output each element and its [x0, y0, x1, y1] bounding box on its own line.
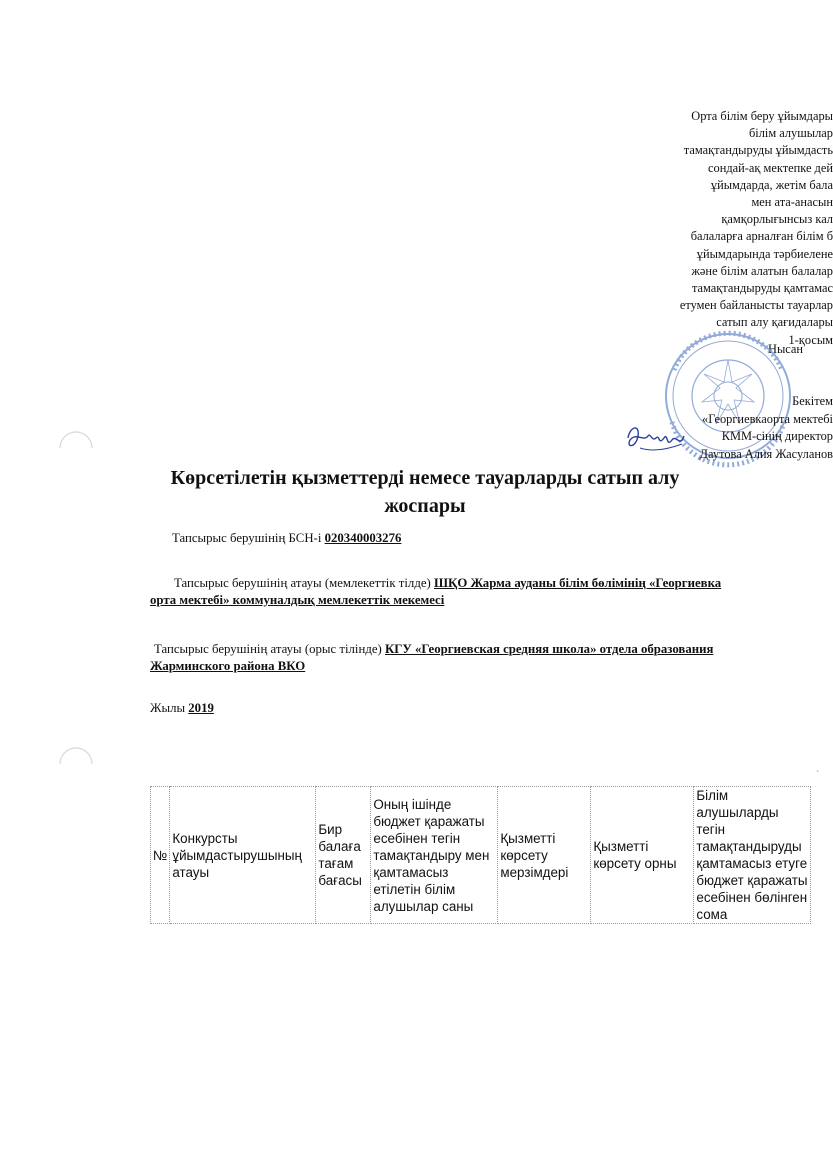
table-header-cell: № [151, 787, 170, 924]
regulation-line: білім алушылар [748, 126, 833, 141]
regulation-line: және білім алатын балалар [691, 263, 833, 278]
form-label: Нысан [768, 342, 804, 356]
name-kk-value: ШҚО Жарма ауданы білім бөлімінің «Георгиевка орта мектебі» коммуналдық мемлекеттік мекемесі [150, 576, 722, 607]
hole-punch-icon [56, 428, 96, 468]
regulation-line: тамақтандыруды қамтамас [691, 281, 833, 296]
regulation-line: тамақтандыруды ұйымдасть [683, 143, 833, 158]
regulation-line: балаларға арналған білім б [690, 229, 833, 244]
table-header-cell: Оның ішінде бюджет қаражаты есебінен тегін тамақтандыру мен қамтамасыз етілетін білім алушылар саны [371, 787, 498, 924]
regulation-line: етумен байланысты тауарлар [679, 298, 833, 313]
approval-signature-block [633, 393, 833, 463]
table-header-cell: Білім алушыларды тегін тамақтандыруды қамтамасыз етуге бюджет қаражаты есебінен бөлінген сома [694, 787, 811, 924]
regulation-line: Орта білім беру ұйымдары [691, 109, 833, 123]
bin-label: Тапсырыс берушінің БСН-і [172, 531, 322, 545]
table-header-row [151, 787, 811, 924]
customer-name-kk-field [150, 575, 730, 609]
regulation-line: 1-қосым [788, 332, 833, 347]
name-ru-label: Тапсырыс берушінің атауы (орыс тілінде) [154, 642, 382, 656]
table-header-cell: Қызметті көрсету орны [591, 787, 694, 924]
scan-mark: ` [816, 770, 820, 781]
bin-value: 020340003276 [324, 531, 402, 545]
year-field [150, 700, 214, 717]
year-value: 2019 [188, 701, 214, 715]
approve-line: Даутова Алия Жасуланов [699, 446, 833, 461]
regulation-line: ұйымдарында тәрбиелене [696, 246, 833, 261]
regulation-line: мен ата-анасын [751, 195, 833, 210]
approve-line: Бекітем [792, 394, 833, 408]
table-header-cell: Бир балаға тағам бағасы [316, 787, 371, 924]
name-kk-label: Тапсырыс берушінің атауы (мемлекеттік тілде) [174, 576, 431, 590]
procurement-plan-table [150, 786, 811, 924]
customer-bin-field [172, 530, 401, 547]
regulation-reference-block [623, 108, 833, 349]
regulation-line: ұйымдарда, жетім бала [710, 177, 833, 192]
regulation-line: сатып алу қағидалары [716, 315, 833, 330]
hole-punch-icon [56, 744, 96, 784]
approve-line: «Георгиевкаорта мектебі [702, 411, 833, 426]
customer-name-ru-field [150, 641, 730, 675]
table-header-cell: Қызметті көрсету мерзімдері [498, 787, 591, 924]
document-title: Көрсетілетін қызметтерді немесе тауарларды сатып алу жоспары [170, 467, 680, 517]
name-ru-value: КГУ «Георгиевская средняя школа» отдела образования Жарминского района ВКО [150, 642, 714, 673]
approve-line: КММ-сінің директор [721, 429, 833, 443]
regulation-line: қамқорлығынсыз кал [721, 212, 833, 227]
table-header-cell: Конкурсты ұйымдастырушының атауы [170, 787, 316, 924]
year-label: Жылы [150, 701, 186, 715]
regulation-line: сондай-ақ мектепке дей [708, 160, 833, 175]
